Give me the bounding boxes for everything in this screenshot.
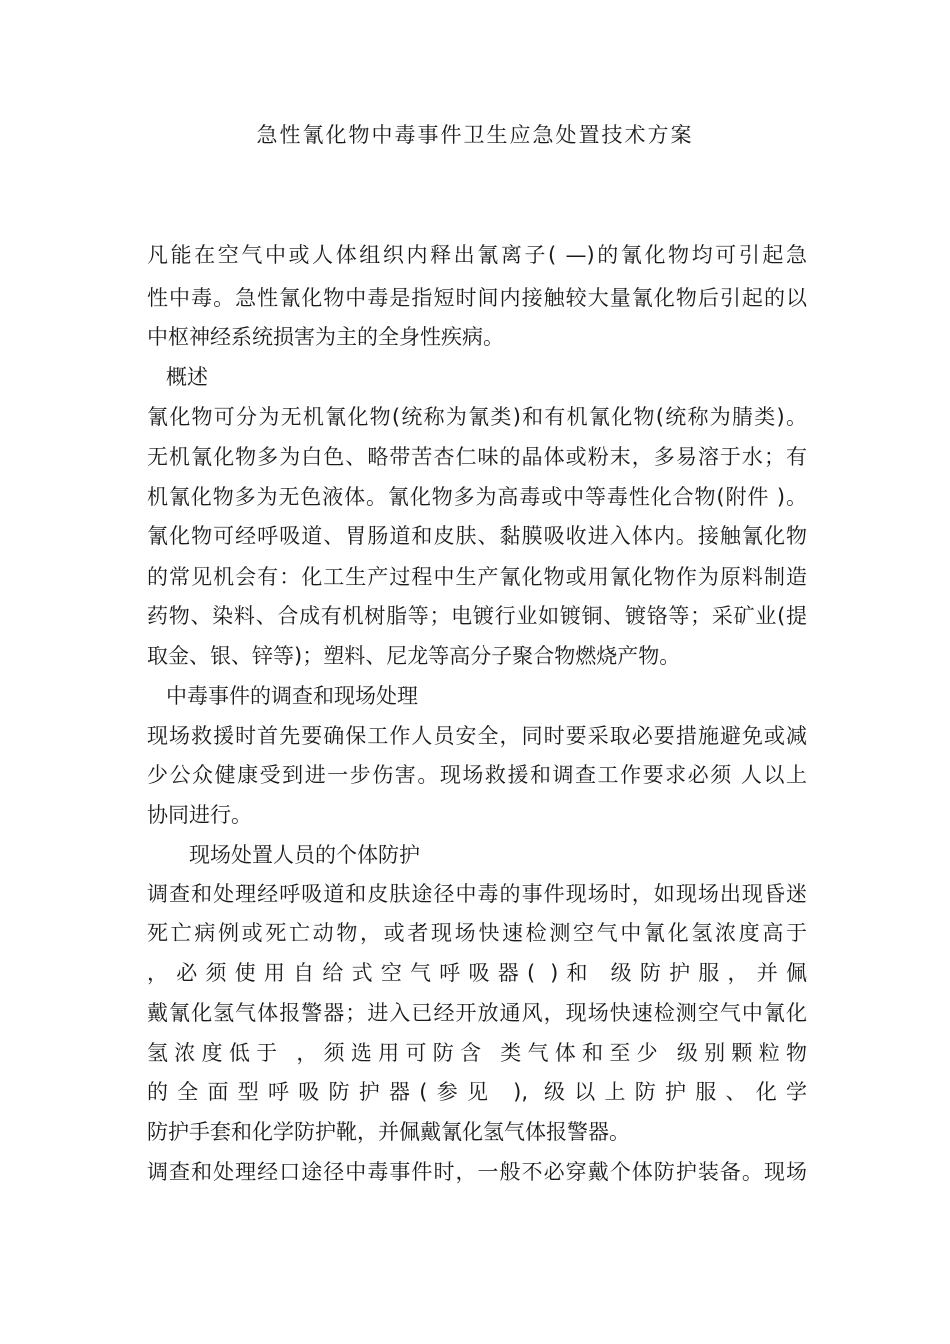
investigation-line-1: 现场救援时首先要确保工作人员安全，同时要采取必要措施避免或减 [147,724,807,748]
protection-line-7: 防护手套和化学防护靴，并佩戴氰化氢气体报警器。 [147,1120,630,1144]
overview-line-4: 氰化物可经呼吸道、胃肠道和皮肤、黏膜吸收进入体内。接触氰化物 [147,524,807,548]
protection-line-5: 氢浓度低于 ，须选用可防含 类气体和至少 级别颗粒物 [147,1041,807,1065]
intro-line-1: 凡能在空气中或人体组织内释出氰离子( —)的氰化物均可引起急 [147,243,807,267]
protection-line-8: 调查和处理经口途径中毒事件时，一般不必穿戴个体防护装备。现场 [147,1160,807,1184]
overview-line-5: 的常见机会有：化工生产过程中生产氰化物或用氰化物作为原料制造 [147,565,807,589]
investigation-line-2: 少公众健康受到进一步伤害。现场救援和调查工作要求必须 人以上 [147,763,807,787]
overview-line-7: 取金、银、锌等)；塑料、尼龙等高分子聚合物燃烧产物。 [147,644,681,668]
overview-line-2: 无机氰化物多为白色、略带苦杏仁味的晶体或粉末，多易溶于水；有 [147,445,807,469]
section-heading-protection: 现场处置人员的个体防护 [189,843,420,867]
protection-line-6: 的全面型呼吸防护器(参见 ), 级以上防护服、化学 [147,1080,807,1104]
protection-line-1: 调查和处理经呼吸道和皮肤途径中毒的事件现场时，如现场出现昏迷 [147,882,807,906]
overview-line-1: 氰化物可分为无机氰化物(统称为氰类)和有机氰化物(统称为腈类)。 [147,405,807,429]
section-heading-overview: 概述 [166,365,208,389]
protection-line-4: 戴氰化氢气体报警器；进入已经开放通风，现场快速检测空气中氰化 [147,1001,807,1025]
overview-line-3: 机氰化物多为无色液体。氰化物多为高毒或中等毒性化合物(附件 )。 [147,485,807,509]
investigation-line-3: 协同进行。 [147,803,252,827]
intro-line-3: 中枢神经系统损害为主的全身性疾病。 [147,325,504,349]
intro-line-2: 性中毒。急性氰化物中毒是指短时间内接触较大量氰化物后引起的以 [147,286,807,310]
overview-line-6: 药物、染料、合成有机树脂等；电镀行业如镀铜、镀铬等；采矿业(提 [147,604,807,628]
protection-line-3: ，必须使用自给式空气呼吸器( )和 级防护服，并佩 [147,961,807,985]
document-title: 急性氰化物中毒事件卫生应急处置技术方案 [256,123,694,147]
protection-line-2: 死亡病例或死亡动物，或者现场快速检测空气中氰化氢浓度高于 [147,921,807,945]
section-heading-investigation: 中毒事件的调查和现场处理 [166,684,418,708]
